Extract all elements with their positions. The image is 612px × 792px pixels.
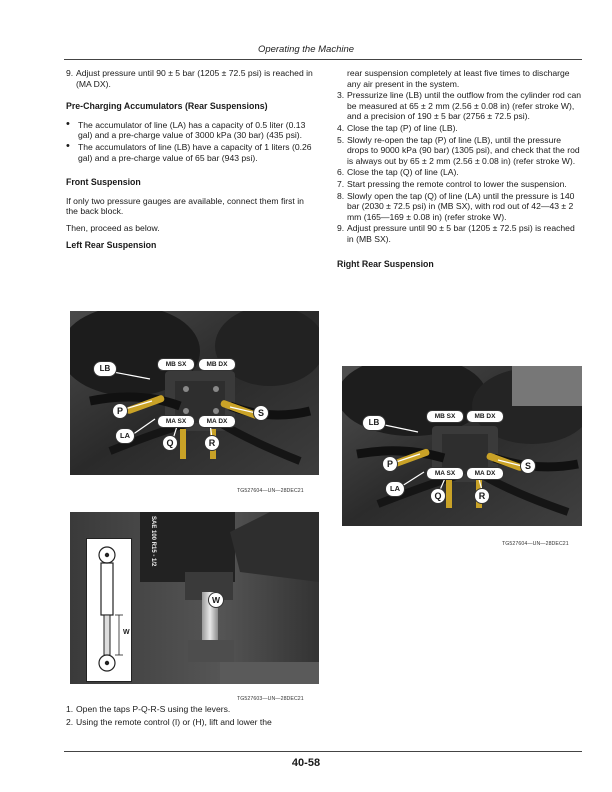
right-rear-heading: Right Rear Suspension — [337, 258, 434, 269]
footer-rule — [64, 751, 582, 752]
step-text: Close the tap (Q) of line (LA). — [347, 167, 459, 178]
label-p: P — [112, 403, 128, 419]
header-rule — [64, 59, 582, 60]
cylinder-photo-overlay — [70, 512, 319, 684]
step-9-right — [337, 223, 583, 244]
step-text: Adjust pressure until 90 ± 5 bar (1205 ± 72.5 psi) is reached in (MB SX). — [347, 223, 575, 244]
step-number: 4. — [337, 122, 345, 133]
step-number: 7. — [337, 178, 345, 189]
step-text: Slowly open the tap (Q) of line (LA) until the pressure is 140 bar (2030 ± 72.5 psi) in (MB SX), with rod out of 42—43 ± 2 mm (165—169 ± 0.08 in) (refer stroke W). — [347, 190, 575, 222]
step-5 — [337, 135, 583, 167]
right-rear-photo-labels — [342, 366, 582, 526]
figure-2-caption: TG527603—UN—28DEC21 — [237, 696, 304, 702]
step-number: 1. — [66, 704, 74, 714]
inset-w-label: W — [123, 629, 130, 636]
label-ma-dx: MA DX — [198, 415, 236, 428]
label-p: P — [382, 456, 398, 472]
photo-callouts — [70, 311, 319, 475]
label-r: R — [204, 435, 220, 451]
step-number: 9. — [337, 223, 345, 234]
label-s: S — [520, 458, 536, 474]
bullet-item: • The accumulators of line (LB) have a capacity of 1 liters (0.26 gal) and a pre-charge value of 65 bar (943 psi). — [66, 142, 316, 163]
step-1 — [66, 704, 316, 715]
step-7 — [337, 179, 583, 190]
left-column — [66, 68, 316, 258]
step-text: Start pressing the remote control to lower the suspension. — [347, 178, 567, 189]
label-mb-sx: MB SX — [426, 410, 464, 423]
cylinder-diagram — [87, 539, 133, 683]
step-2 — [66, 717, 316, 728]
step-number: 5. — [337, 134, 345, 145]
front-suspension-heading: Front Suspension — [66, 177, 141, 188]
step-4 — [337, 123, 583, 134]
label-ma-sx: MA SX — [157, 415, 195, 428]
precharge-heading: Pre-Charging Accumulators (Rear Suspensions) — [66, 101, 268, 112]
step-number: 2. — [66, 716, 74, 727]
step-text: Pressurize line (LB) until the outflow from the cylinder rod can be measured at 65 ± 2 mm (2.56 ± 0.08 in) (refer stroke W), and a precision of 190 ± 5 bar (2756 ± 72.5 psi). — [347, 90, 582, 122]
label-ma-sx: MA SX — [426, 467, 464, 480]
photo-callouts — [342, 366, 582, 526]
figure-3-caption: TG527604—UN—28DEC21 — [502, 541, 569, 547]
figure-1-caption: TG527604—UN—28DEC21 — [237, 488, 304, 494]
left-rear-heading: Left Rear Suspension — [66, 239, 157, 250]
label-lb: LB — [93, 361, 117, 377]
label-lb: LB — [362, 415, 386, 431]
front-para-1: If only two pressure gauges are available, connect them first in the back block. — [66, 195, 304, 217]
cylinder-inset-diagram — [86, 538, 132, 682]
step-text: Close the tap (P) of line (LB). — [347, 122, 458, 133]
step-9-left — [66, 68, 316, 89]
left-bottom-steps — [66, 704, 316, 727]
step-number: 8. — [337, 190, 345, 201]
label-la: LA — [385, 481, 405, 497]
step-number: 9. — [66, 68, 74, 78]
step-8 — [337, 191, 583, 223]
label-r: R — [474, 488, 490, 504]
left-rear-photo-labels — [70, 311, 319, 475]
label-w: W — [208, 592, 224, 608]
hose-print: SAE 100 R15 - 1/2 — [150, 516, 156, 567]
step-text: Open the taps P-Q-R-S using the levers. — [76, 704, 231, 714]
header-title: Operating the Machine — [257, 44, 355, 55]
step-text: Slowly re-open the tap (P) of line (LB), until the pressure drops to 9000 kPa (90 bar) (1305 psi), and check that the rod is always out by 65 ± 2 mm (2.56 ± 0.08 in) (refer stroke W). — [347, 134, 580, 166]
step-text: Using the remote control (I) or (H), lift and lower the — [76, 716, 272, 727]
label-q: Q — [162, 435, 178, 451]
label-la: LA — [115, 428, 135, 444]
bullet-item: • The accumulator of line (LA) has a capacity of 0.5 liter (0.13 gal) and a pre-charge value of 3000 kPa (30 bar) (435 psi). — [66, 120, 316, 141]
right-column — [337, 68, 583, 277]
label-ma-dx: MA DX — [466, 467, 504, 480]
precharge-bullets — [66, 120, 316, 163]
label-mb-dx: MB DX — [198, 358, 236, 371]
step-6 — [337, 167, 583, 178]
label-mb-sx: MB SX — [157, 358, 195, 371]
label-q: Q — [430, 488, 446, 504]
label-mb-dx: MB DX — [466, 410, 504, 423]
step-2-continuation: rear suspension completely at least five times to discharge any air present in the system. — [347, 68, 570, 89]
step-number: 3. — [337, 90, 345, 101]
page-number: 40-58 — [291, 757, 321, 769]
step-number: 6. — [337, 167, 345, 178]
step-text: Adjust pressure until 90 ± 5 bar (1205 ± 72.5 psi) is reached in (MA DX). — [76, 68, 313, 89]
front-para-2: Then, proceed as below. — [66, 222, 160, 233]
label-s: S — [253, 405, 269, 421]
step-3 — [337, 90, 583, 122]
